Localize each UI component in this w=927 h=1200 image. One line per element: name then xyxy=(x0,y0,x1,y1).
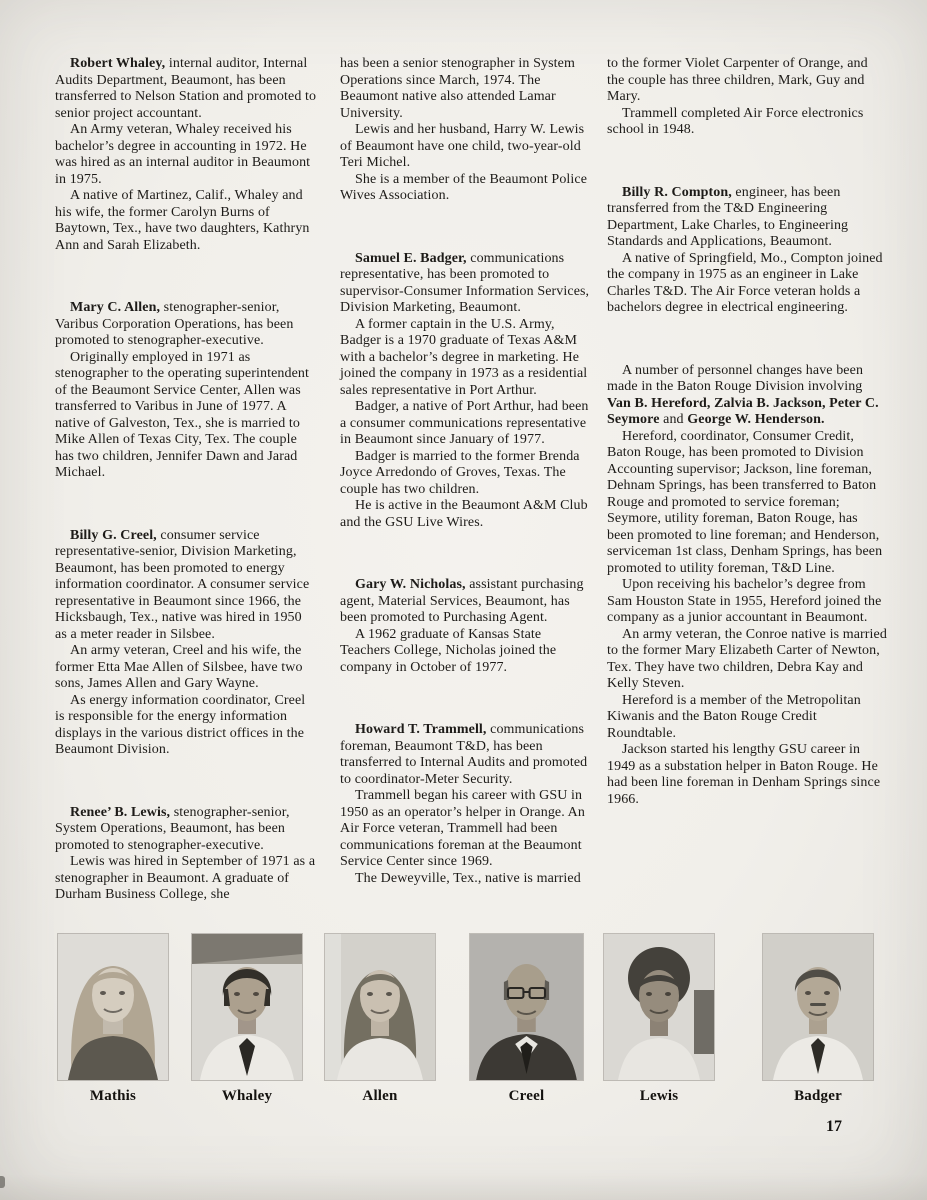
paragraph xyxy=(340,627,593,677)
page-number: 17 xyxy=(826,1118,842,1135)
photo-caption: Mathis xyxy=(89,1088,137,1104)
article xyxy=(340,251,593,532)
paragraph xyxy=(340,399,593,449)
paragraph xyxy=(55,528,317,644)
paragraph xyxy=(607,251,888,317)
paragraph xyxy=(340,56,593,122)
paragraph xyxy=(607,56,888,106)
body-text: Upon receiving his bachelor’s degree from Sam Houston State in 1955, Hereford joined the company as a junior accountant in Beaumont. xyxy=(607,577,882,625)
paragraph xyxy=(340,251,593,317)
portrait-svg xyxy=(604,934,714,1080)
paragraph xyxy=(340,722,593,788)
paragraph xyxy=(607,627,888,693)
paragraph xyxy=(340,788,593,871)
article xyxy=(607,363,888,809)
photo-caption: Lewis xyxy=(639,1088,679,1104)
paragraph xyxy=(340,577,593,627)
body-text: stenographer-senior, System Operations, Beaumont, has been promoted to stenographer-executive. xyxy=(55,804,290,853)
body-text: An army veteran, Creel and his wife, the former Etta Mae Allen of Silsbee, have two sons, James Allen and Gary Wayne. xyxy=(55,643,303,691)
body-text: assistant purchasing agent, Material Services, Beaumont, has been promoted to Purchasing Agent. xyxy=(340,577,584,625)
portrait-badger-icon xyxy=(763,934,873,1080)
body-text: Badger is married to the former Brenda Joyce Arredondo of Groves, Texas. The couple has two children. xyxy=(340,448,580,497)
body-text: communications foreman, Beaumont T&D, has been transferred to Internal Audits and promoted to coordinator-Meter Security. xyxy=(340,722,588,787)
body-text: Trammell completed Air Force electronics school in 1948. xyxy=(607,105,864,137)
paragraph xyxy=(340,317,593,400)
body-text: A native of Springfield, Mo., Compton joined the company in 1975 as an engineer in Lake Charles T&D. The Air Force veteran holds a bachelors degree in electrical engineering. xyxy=(607,250,883,315)
paragraph xyxy=(607,693,888,743)
person-name: Van B. Hereford, Zalvia B. Jackson, Peter C. Seymore xyxy=(607,395,879,427)
portrait-photo-allen xyxy=(325,934,435,1105)
text-column-1 xyxy=(55,56,317,904)
article xyxy=(55,528,317,759)
paragraph xyxy=(607,363,888,429)
person-name: Robert Whaley, xyxy=(70,56,166,71)
body-text: consumer service representative-senior, Division Marketing, Beaumont, has been promoted to energy information coordinator. A consumer service representative in Beaumont since 1966, the Hicksbaugh, Tex., native was hired in 1950 as a meter reader in Silsbee. xyxy=(55,527,310,642)
article xyxy=(340,577,593,676)
body-text: to the former Violet Carpenter of Orange, and the couple has three children, Mark, Guy and Mary. xyxy=(607,56,868,104)
paragraph xyxy=(55,56,317,122)
paragraph xyxy=(55,805,317,855)
person-name: Renee’ B. Lewis, xyxy=(70,804,171,820)
portrait-photo-whaley xyxy=(192,934,302,1105)
portrait-whaley-icon xyxy=(192,934,302,1080)
body-text: engineer, has been transferred from the T&D Engineering Department, Lake Charles, to Engineering Standards and Applications, Beaumont. xyxy=(607,184,849,249)
portrait-svg xyxy=(763,934,873,1080)
body-text: A number of personnel changes have been made in the Baton Rouge Division involving xyxy=(607,362,864,394)
portrait-lewis-icon xyxy=(604,934,714,1080)
photo-caption: Badger xyxy=(794,1088,842,1104)
article xyxy=(340,722,593,887)
person-name: Billy R. Compton, xyxy=(622,184,732,200)
paragraph xyxy=(607,429,888,578)
portrait-photo-creel xyxy=(470,934,583,1105)
body-text: An Army veteran, Whaley received his bachelor’s degree in accounting in 1972. He was hired as an internal auditor in Beaumont in 1975. xyxy=(55,122,311,187)
article xyxy=(55,805,317,904)
paragraph xyxy=(607,185,888,251)
body-text: A 1962 graduate of Kansas State Teachers College, Nicholas joined the company in October of 1977. xyxy=(340,626,557,675)
person-name: George W. Henderson. xyxy=(687,412,825,427)
article xyxy=(55,300,317,482)
body-text: As energy information coordinator, Creel is responsible for the energy information displays in the various district offices in the Beaumont Division. xyxy=(55,692,306,757)
body-text: Jackson started his lengthy GSU career in 1949 as a substation helper in Baton Rouge. He had been line foreman in Denham Springs since 1966. xyxy=(607,742,881,807)
person-name: Gary W. Nicholas, xyxy=(355,577,466,592)
text-column-2 xyxy=(340,56,593,887)
paragraph xyxy=(55,300,317,350)
body-text: Hereford is a member of the Metropolitan Kiwanis and the Baton Rouge Credit Roundtable. xyxy=(607,692,861,741)
paragraph xyxy=(55,188,317,254)
paragraph xyxy=(607,577,888,627)
portrait-allen-icon xyxy=(325,934,435,1080)
body-text: An army veteran, the Conroe native is married to the former Mary Elizabeth Carter of Newton, Tex. They have two children, Debra Kay and Kelly Steven. xyxy=(607,626,887,691)
portrait-svg xyxy=(58,934,168,1080)
body-text: She is a member of the Beaumont Police Wives Association. xyxy=(340,171,588,203)
portrait-photo-mathis xyxy=(58,934,168,1105)
photo-caption: Creel xyxy=(508,1088,545,1104)
body-text: A former captain in the U.S. Army, Badger is a 1970 graduate of Texas A&M with a bachelor’s degree in marketing. He joined the company in 1973 as a residential sales representative in Port Arthur. xyxy=(340,316,588,398)
body-text: Lewis was hired in September of 1971 as a stenographer in Beaumont. A graduate of Durham Business College, she xyxy=(55,854,316,902)
person-name: Howard T. Trammell, xyxy=(355,722,487,737)
article xyxy=(340,56,593,205)
portrait-mathis-icon xyxy=(58,934,168,1080)
text-column-3 xyxy=(607,56,888,808)
person-name: Billy G. Creel, xyxy=(70,527,157,543)
person-name: Samuel E. Badger, xyxy=(355,250,467,266)
body-text: Originally employed in 1971 as stenographer to the operating superintendent of the Beaumont Service Center, Allen was transferred to Varibus in June of 1977. A native of Galveston, Tex., she is married to Mike Allen of Texas City, Tex. The couple has two children, Jennifer Dawn and Jarad Michael. xyxy=(55,349,309,480)
scan-artifact xyxy=(0,1174,927,1200)
body-text: and xyxy=(659,412,688,427)
paragraph xyxy=(340,449,593,499)
portrait-svg xyxy=(470,934,583,1080)
body-text: Badger, a native of Port Arthur, had been a consumer communications representative in Beaumont since January of 1977. xyxy=(340,399,589,447)
portrait-svg xyxy=(192,934,302,1080)
photo-caption: Allen xyxy=(362,1088,398,1104)
paragraph xyxy=(55,350,317,482)
portrait-creel-icon xyxy=(470,934,583,1080)
body-text: Hereford, coordinator, Consumer Credit, Baton Rouge, has been promoted to Division Accounting supervisor; Jackson, line foreman, Dehnam Springs, has been transferred to Baton Rouge and promoted to service foreman; Seymore, utility foreman, Baton Rouge, has been promoted to line foreman; and Henderson, serviceman 1st class, Denham Springs, has been promoted to utility foreman, T&D Line. xyxy=(607,428,883,576)
portrait-svg xyxy=(325,934,435,1080)
body-text: internal auditor, Internal Audits Department, Beaumont, has been transferred to Nelson Station and promoted to senior project accountant. xyxy=(55,56,317,121)
paragraph xyxy=(340,498,593,531)
body-text: has been a senior stenographer in System Operations since March, 1974. The Beaumont native also attended Lamar University. xyxy=(340,56,575,121)
paragraph xyxy=(340,871,593,888)
paragraph xyxy=(55,643,317,693)
article xyxy=(607,185,888,317)
body-text: The Deweyville, Tex., native is married xyxy=(355,870,581,886)
body-text: Trammell began his career with GSU in 1950 as an operator’s helper in Orange. An Air Force veteran, Trammell had been communications foreman at the Beaumont Service Center since 1969. xyxy=(340,788,585,869)
body-text: He is active in the Beaumont A&M Club and the GSU Live Wires. xyxy=(340,498,588,530)
portrait-photo-badger xyxy=(763,934,873,1105)
person-name: Mary C. Allen, xyxy=(70,300,161,315)
article xyxy=(607,56,888,139)
body-text: A native of Martinez, Calif., Whaley and his wife, the former Carolyn Burns of Baytown, Tex., have two daughters, Kathryn Ann and Sarah Elizabeth. xyxy=(55,188,310,253)
article xyxy=(55,56,317,254)
paragraph xyxy=(607,742,888,808)
paragraph xyxy=(340,172,593,205)
paragraph xyxy=(607,106,888,139)
paragraph xyxy=(340,122,593,172)
portrait-photo-lewis xyxy=(604,934,714,1105)
body-text: Lewis and her husband, Harry W. Lewis of Beaumont have one child, two-year-old Teri Michel. xyxy=(340,122,585,170)
paragraph xyxy=(55,122,317,188)
paragraph xyxy=(55,693,317,759)
body-text: stenographer-senior, Varibus Corporation Operations, has been promoted to stenographer-executive. xyxy=(55,300,294,348)
paragraph xyxy=(55,854,317,904)
photo-caption: Whaley xyxy=(221,1088,273,1104)
body-text: communications representative, has been promoted to supervisor-Consumer Information Services, Division Marketing, Beaumont. xyxy=(340,250,590,315)
